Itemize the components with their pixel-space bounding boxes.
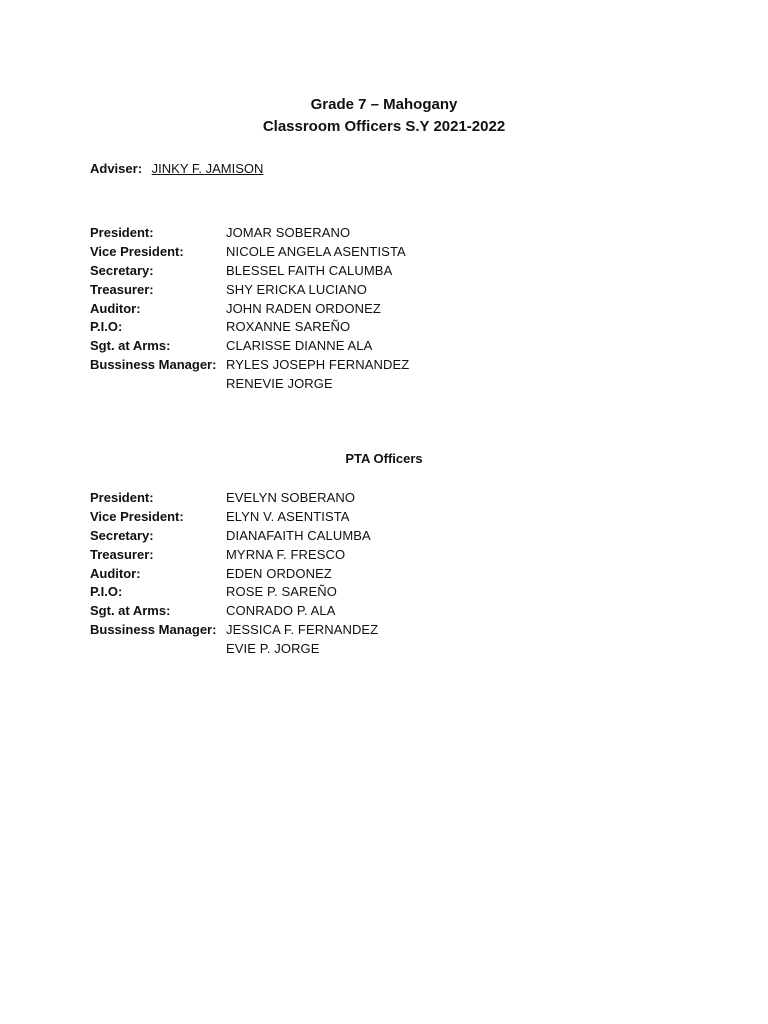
officer-name: JOHN RADEN ORDONEZ xyxy=(226,300,381,316)
document-subtitle: Classroom Officers S.Y 2021-2022 xyxy=(262,118,506,135)
officer-name: JOMAR SOBERANO xyxy=(226,225,351,240)
officer-name: DIANAFAITH CALUMBA xyxy=(226,527,371,543)
officer-row xyxy=(90,527,378,546)
officer-row xyxy=(90,546,378,565)
officer-row xyxy=(90,281,409,300)
officer-row xyxy=(90,224,409,243)
officer-role: P.I.O: xyxy=(90,584,123,600)
adviser-line xyxy=(90,161,263,176)
officer-row xyxy=(90,602,378,621)
officer-row xyxy=(90,375,409,394)
officer-name: ROXANNE SAREÑO xyxy=(226,319,351,335)
officer-role: Auditor: xyxy=(90,565,141,581)
officer-role: President: xyxy=(90,490,154,505)
document-title: Grade 7 – Mahogany xyxy=(310,96,458,113)
officer-role xyxy=(90,640,226,659)
officer-name: CLARISSE DIANNE ALA xyxy=(226,338,373,354)
officer-role: Bussiness Manager: xyxy=(90,622,217,638)
officer-name: ELYN V. ASENTISTA xyxy=(226,508,350,524)
officer-name: NICOLE ANGELA ASENTISTA xyxy=(226,243,406,259)
officer-role: Sgt. at Arms: xyxy=(90,338,171,354)
officer-role: Secretary: xyxy=(90,262,154,278)
officer-row xyxy=(90,262,409,281)
officer-role: P.I.O: xyxy=(90,319,123,335)
officer-role: Treasurer: xyxy=(90,546,154,562)
officer-role: Secretary: xyxy=(90,527,154,543)
officer-row xyxy=(90,621,378,640)
officer-row xyxy=(90,508,378,527)
pta-section-title: PTA Officers xyxy=(345,451,423,466)
classroom-officers-list xyxy=(90,224,409,394)
officer-name: RENEVIE JORGE xyxy=(226,376,333,392)
officer-name: SHY ERICKA LUCIANO xyxy=(226,281,367,297)
officer-role: Sgt. at Arms: xyxy=(90,603,171,619)
pta-officers-list xyxy=(90,489,378,659)
officer-role xyxy=(90,375,226,394)
officer-row xyxy=(90,640,378,659)
officer-name: EVIE P. JORGE xyxy=(226,641,320,657)
officer-name: MYRNA F. FRESCO xyxy=(226,546,346,562)
officer-role: President: xyxy=(90,225,154,240)
officer-row xyxy=(90,243,409,262)
officer-row xyxy=(90,565,378,584)
officer-name: EVELYN SOBERANO xyxy=(226,490,356,505)
officer-row xyxy=(90,583,378,602)
officer-role: Vice President: xyxy=(90,508,184,524)
officer-row xyxy=(90,337,409,356)
officer-name: ROSE P. SAREÑO xyxy=(226,584,337,600)
adviser-label: Adviser: xyxy=(90,161,143,176)
officer-row xyxy=(90,356,409,375)
officer-row xyxy=(90,318,409,337)
officer-row xyxy=(90,489,378,508)
officer-name: BLESSEL FAITH CALUMBA xyxy=(226,262,393,278)
officer-role: Auditor: xyxy=(90,300,141,316)
officer-name: JESSICA F. FERNANDEZ xyxy=(226,622,379,638)
adviser-name: JINKY F. JAMISON xyxy=(151,161,264,176)
officer-name: CONRADO P. ALA xyxy=(226,603,336,619)
officer-role: Bussiness Manager: xyxy=(90,357,217,373)
officer-name: EDEN ORDONEZ xyxy=(226,565,332,581)
officer-role: Vice President: xyxy=(90,243,184,259)
officer-role: Treasurer: xyxy=(90,281,154,297)
officer-row xyxy=(90,300,409,319)
officer-name: RYLES JOSEPH FERNANDEZ xyxy=(226,357,410,373)
